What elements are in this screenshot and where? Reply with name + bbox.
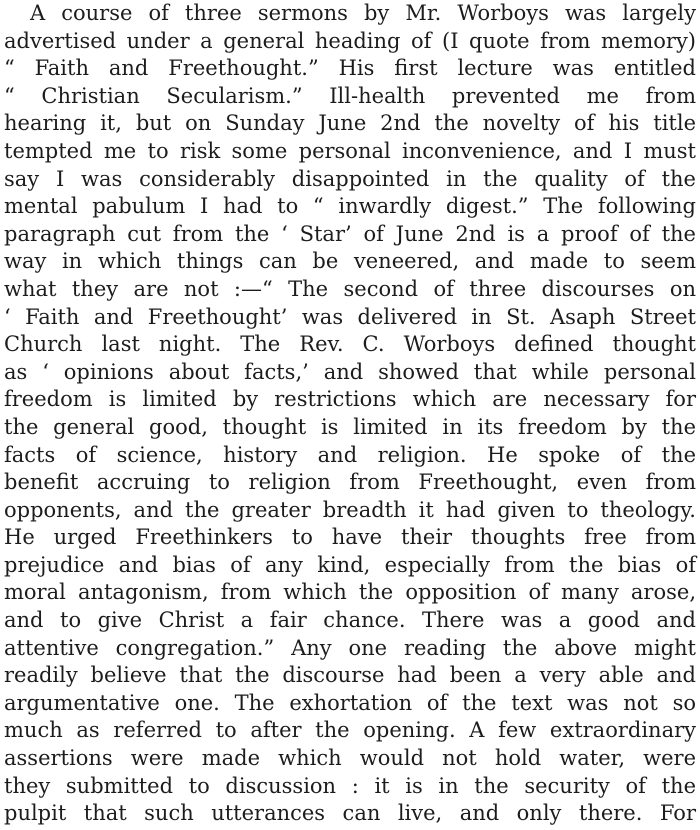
text-line: He urged Freethinkers to have their thoughts free from — [4, 525, 696, 550]
text-line: tempted me to risk some personal inconvenience, and I must — [4, 138, 696, 163]
text-line: Church last night. The Rev. C. Worboys defined thought — [4, 332, 696, 357]
text-line: pulpit that such utterances can live, and only there. For — [4, 801, 696, 826]
text-line: and to give Christ a fair chance. There was a good and — [4, 608, 696, 633]
text-line: attentive congregation.” Any one reading the above might — [4, 635, 696, 660]
text-line: benefit accruing to religion from Freethought, even from — [4, 470, 696, 495]
text-line: paragraph cut from the ‘ Star’ of June 2nd is a proof of the — [4, 221, 696, 246]
text-line: “ Christian Secularism.” Ill-health prevented me from — [4, 83, 696, 108]
text-line: argumentative one. The exhortation of the text was not so — [4, 690, 696, 715]
text-line: prejudice and bias of any kind, especially from the bias of — [4, 552, 696, 577]
text-line: say I was considerably disappointed in the quality of the — [4, 166, 696, 191]
text-line: hearing it, but on Sunday June 2nd the novelty of his title — [4, 111, 696, 136]
text-line: what they are not :—“ The second of three discourses on — [4, 276, 696, 301]
text-line: mental pabulum I had to “ inwardly digest.” The following — [4, 194, 696, 219]
text-line: much as referred to after the opening. A few extraordinary — [4, 718, 696, 743]
text-line: ‘ Faith and Freethought’ was delivered in St. Asaph Street — [4, 304, 696, 329]
text-line: opponents, and the greater breadth it had given to theology. — [4, 497, 696, 522]
text-line: the general good, thought is limited in its freedom by the — [4, 414, 696, 439]
text-line: “ Faith and Freethought.” His first lecture was entitled — [4, 56, 696, 81]
text-line: way in which things can be veneered, and made to seem — [4, 249, 696, 274]
text-line: advertised under a general heading of (I quote from memory) — [4, 28, 696, 53]
text-line: moral antagonism, from which the opposition of many arose, — [4, 580, 696, 605]
article-body — [4, 0, 696, 828]
text-line: freedom is limited by restrictions which are necessary for — [4, 387, 696, 412]
text-line: assertions were made which would not hold water, were — [4, 746, 696, 771]
text-line: readily believe that the discourse had been a very able and — [4, 663, 696, 688]
text-line: as ‘ opinions about facts,’ and showed that while personal — [4, 359, 696, 384]
text-line: facts of science, history and religion. He spoke of the — [4, 442, 696, 467]
text-line: A course of three sermons by Mr. Worboys was largely — [30, 1, 696, 25]
text-line: they submitted to discussion : it is in the security of the — [4, 773, 696, 798]
